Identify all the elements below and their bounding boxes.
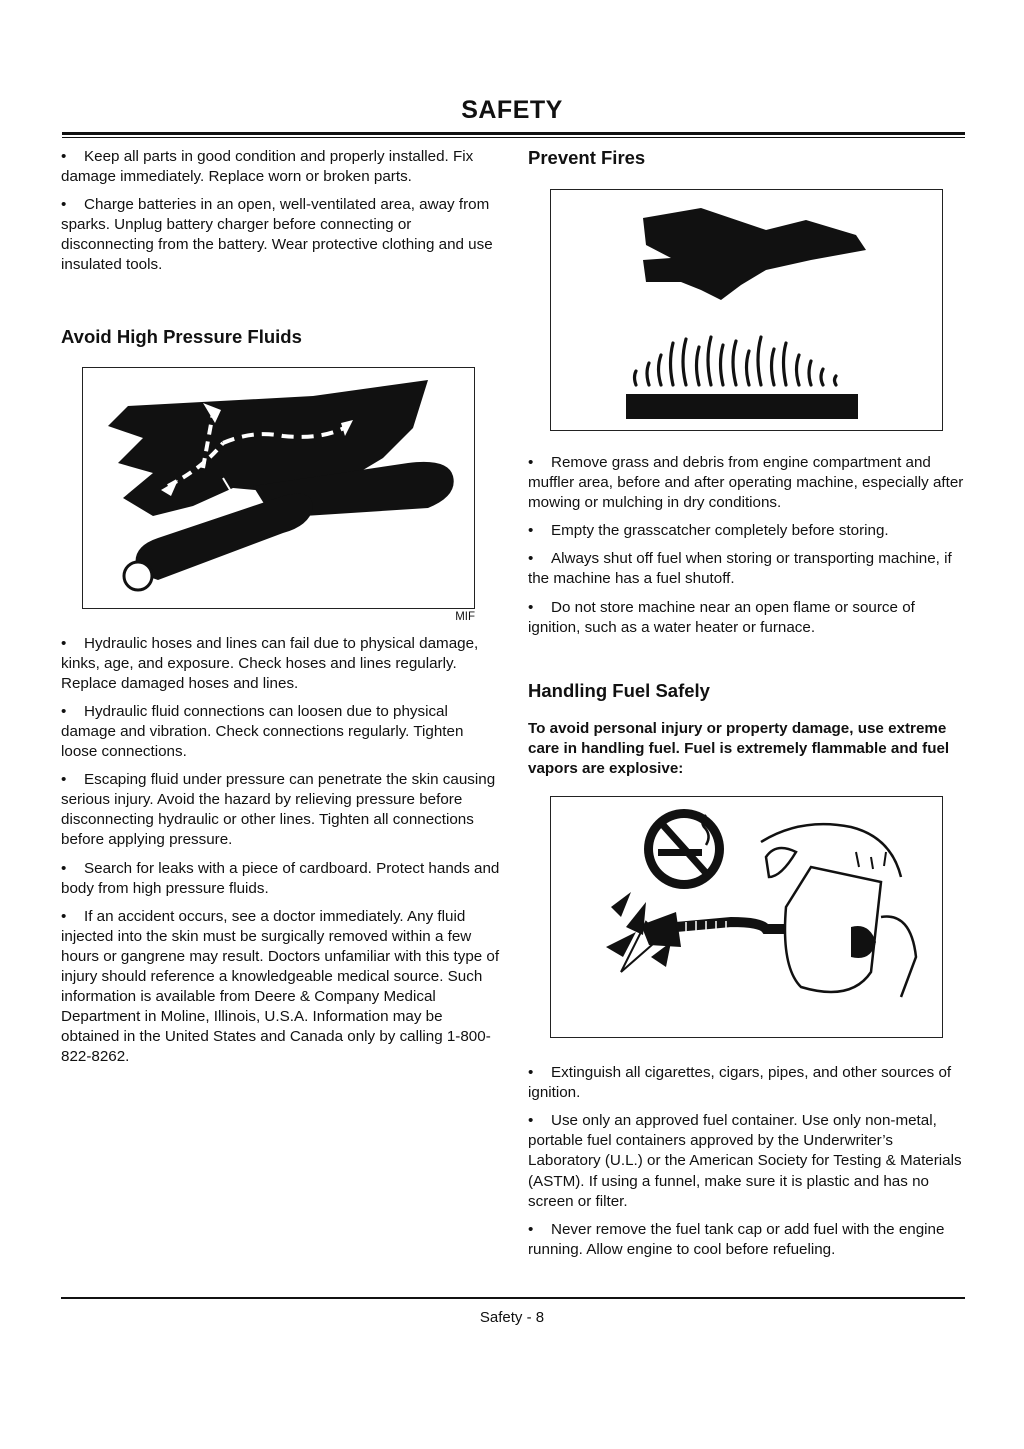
fuel-handling-illustration <box>550 796 943 1038</box>
high-pressure-fluid-illustration <box>82 367 475 609</box>
bullet-item: • Keep all parts in good condition and properly installed. Fix damage immediately. Replace worn or broken parts. <box>61 148 474 186</box>
right-column <box>528 147 968 1268</box>
bullet-item: • Charge batteries in an open, well-ventilated area, away from sparks. Unplug battery charger before connecting or disconnecting from the battery. Wear protective clothing and use insulated tools. <box>61 196 493 274</box>
no-smoking-refuel-icon <box>551 797 942 1037</box>
bullet-item: • Extinguish all cigarettes, cigars, pipes, and other sources of ignition. <box>528 1064 952 1102</box>
section-title-handling-fuel: Handling Fuel Safely <box>528 679 710 701</box>
section-title-prevent-fires: Prevent Fires <box>528 147 646 168</box>
page-title: SAFETY <box>461 96 563 124</box>
bullet-item: • Hydraulic fluid connections can loosen due to physical damage and vibration. Check connections regularly. Tighten loose connections. <box>61 702 464 761</box>
bullet-item: • Escaping fluid under pressure can penetrate the skin causing serious injury. Avoid the hazard by relieving pressure before disconnecting hydraulic or other lines. Tighten all connections before applying pressure. <box>61 771 496 849</box>
hand-over-flame-icon <box>551 190 942 430</box>
footer-rule <box>61 1297 965 1299</box>
no-smoking-icon <box>644 809 724 889</box>
header-rule-thin <box>62 137 965 138</box>
hand-injection-icon <box>83 368 474 608</box>
fuel-warning-text: To avoid personal injury or property damage, use extreme care in handling fuel. Fuel is extremely flammable and fuel vapors are explosive: <box>528 719 950 777</box>
bullet-item: • Always shut off fuel when storing or transporting machine, if the machine has a fuel shutoff. <box>528 550 952 588</box>
prevent-fires-illustration <box>550 189 943 431</box>
bullet-item: • Empty the grasscatcher completely before storing. <box>528 522 889 540</box>
bullet-item: • Do not store machine near an open flame or source of ignition, such as a water heater or furnace. <box>528 598 915 636</box>
bullet-item: • Hydraulic hoses and lines can fail due to physical damage, kinks, age, and exposure. Check hoses and lines regularly. Replace damaged hoses and lines. <box>61 634 479 692</box>
bullet-item: • Remove grass and debris from engine compartment and muffler area, before and after operating machine, especially after mowing or mulching in dry conditions. <box>528 454 964 512</box>
left-column <box>61 147 501 1075</box>
header-rule <box>62 132 965 135</box>
section-title-high-pressure: Avoid High Pressure Fluids <box>61 325 302 347</box>
bullet-item: • Use only an approved fuel container. Use only non-metal, portable fuel containers approved by the Underwriter’s Laboratory (U.L.) or the American Society for Testing & Materials (ASTM). If using a funnel, make sure it is plastic and has no screen or filter. <box>528 1112 962 1210</box>
bullet-item: • If an accident occurs, see a doctor immediately. Any fluid injected into the skin must be surgically removed within a few hours or gangrene may result. Doctors unfamiliar with this type of injury should reference a knowledgeable medical source. Such information is available from Deere & Company Medical Department in Moline, Illinois, U.S.A. Information may be obtained in the United States and Canada only by calling 1-800-822-8262. <box>61 907 500 1066</box>
bullet-item: • Never remove the fuel tank cap or add fuel with the engine running. Allow engine to cool before refueling. <box>528 1220 945 1258</box>
page-number: Safety - 8 <box>479 1309 545 1326</box>
figure-caption: MIF <box>455 610 475 623</box>
bullet-item: • Search for leaks with a piece of cardboard. Protect hands and body from high pressure fluids. <box>61 859 500 897</box>
